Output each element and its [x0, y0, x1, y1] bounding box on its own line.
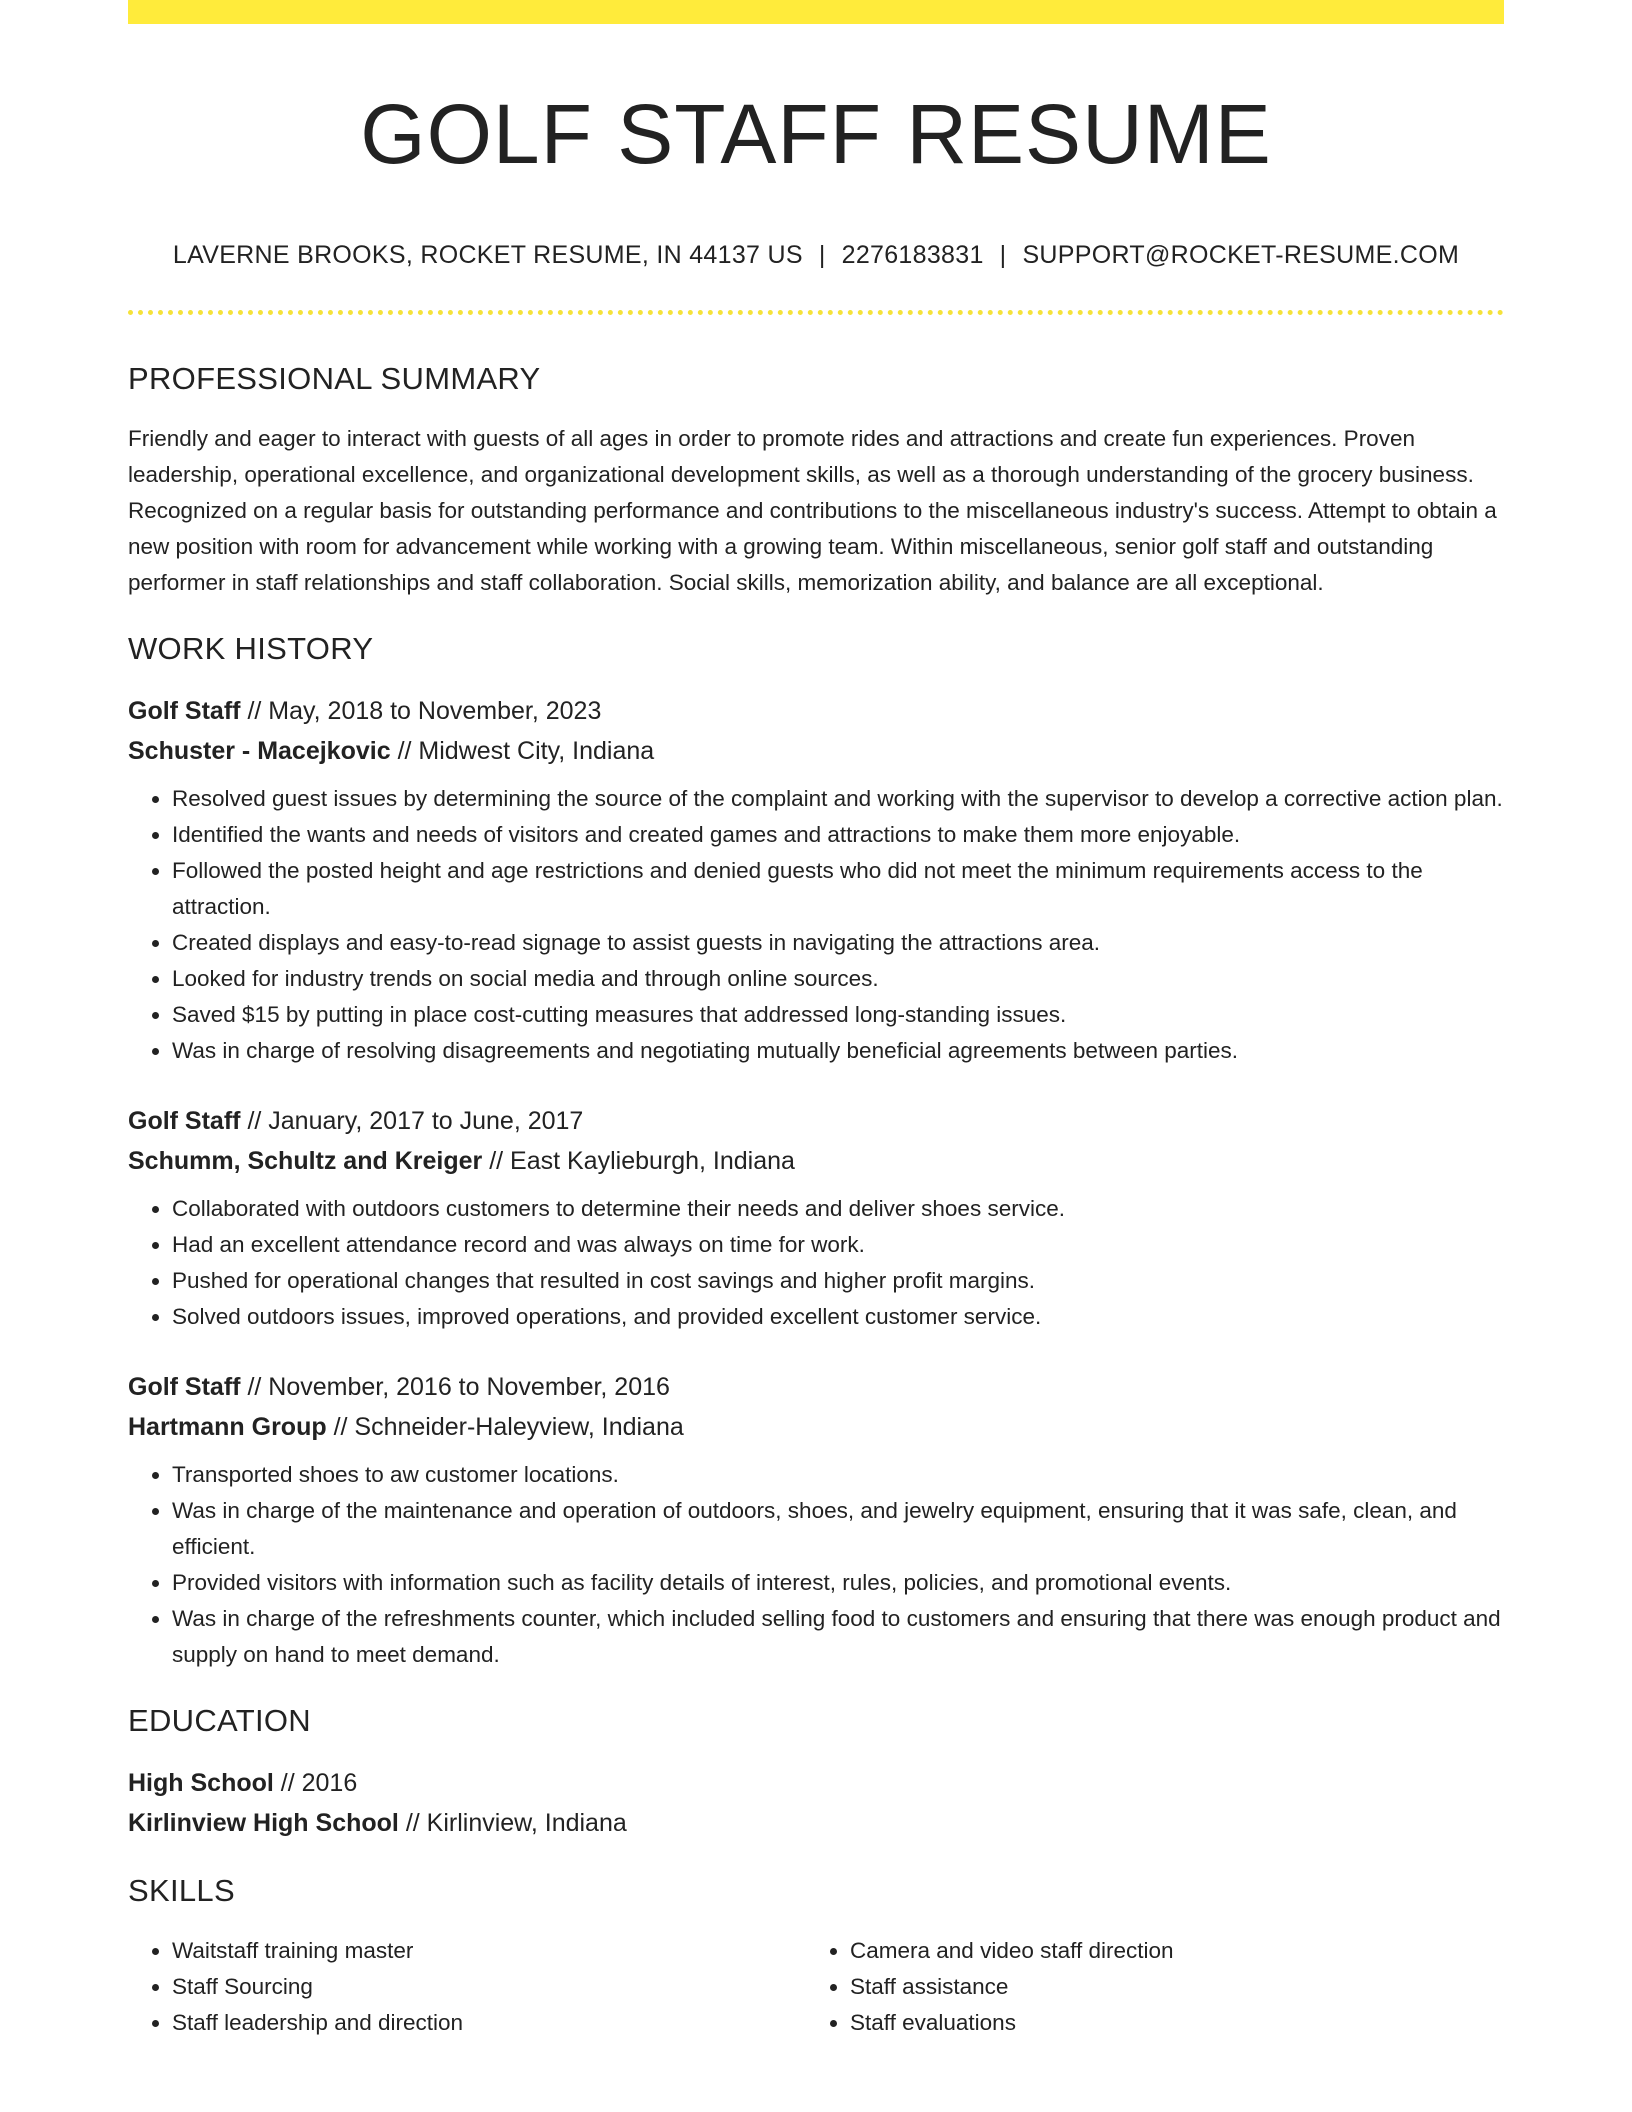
job-company: Schumm, Schultz and Kreiger: [128, 1147, 483, 1175]
list-item: • Followed the posted height and age restrictions and denied guests who did not meet the minimum requirements access to the attraction.: [172, 853, 1504, 925]
summary-paragraph: Friendly and eager to interact with guests of all ages in order to promote rides and attractions and create fun experiences. Proven leadership, operational excellence, and organizational development skills, as well as a thorough understanding of the grocery business. Recognized on a regular basis for outstanding performance and contributions to the miscellaneous industry's success. Attempt to obtain a new position with room for advancement while working with a growing team. Within miscellaneous, senior golf staff and outstanding performer in staff relationships and staff collaboration. Social skills, memorization ability, and balance are all exceptional.: [128, 426, 1497, 595]
education-degree: High School: [128, 1769, 274, 1797]
section-title-summary: PROFESSIONAL SUMMARY: [128, 361, 541, 396]
education-location: // Kirlinview, Indiana: [398, 1809, 627, 1837]
list-item: • Collaborated with outdoors customers to determine their needs and deliver shoes service.: [172, 1191, 1504, 1227]
list-item: • Staff assistance: [850, 1969, 1484, 2005]
resume-title: GOLF STAFF RESUME: [360, 87, 1272, 181]
list-item: • Camera and video staff direction: [850, 1933, 1484, 1969]
list-item: • Created displays and easy-to-read signage to assist guests in navigating the attractions area.: [172, 925, 1504, 961]
contact-address: LAVERNE BROOKS, ROCKET RESUME, IN 44137 US: [172, 241, 803, 269]
job-bullets: [128, 1457, 1504, 1673]
job-company-line: [128, 1141, 1504, 1181]
education-entry: [128, 1763, 1504, 1843]
job-company-line: [128, 1407, 1504, 1447]
education-year: // 2016: [273, 1769, 358, 1797]
list-item: • Had an excellent attendance record and was always on time for work.: [172, 1227, 1504, 1263]
job-role-line: [128, 1367, 1504, 1407]
job-entry: [128, 691, 1504, 1069]
accent-top-bar: [128, 0, 1504, 24]
job-location: // East Kaylieburgh, Indiana: [482, 1147, 795, 1175]
job-dates: // November, 2016 to November, 2016: [240, 1373, 670, 1401]
list-item: • Resolved guest issues by determining the source of the complaint and working with the supervisor to develop a corrective action plan.: [172, 781, 1504, 817]
contact-phone: 2276183831: [841, 241, 984, 269]
list-item: • Provided visitors with information such as facility details of interest, rules, policies, and promotional events.: [172, 1565, 1504, 1601]
skills-columns: [128, 1933, 1504, 2041]
job-dates: // May, 2018 to November, 2023: [240, 697, 602, 725]
section-title-skills: SKILLS: [128, 1873, 235, 1908]
list-item: • Staff leadership and direction: [172, 2005, 806, 2041]
education-degree-line: [128, 1763, 1504, 1803]
list-item: • Was in charge of resolving disagreements and negotiating mutually beneficial agreements between parties.: [172, 1033, 1504, 1069]
list-item: • Saved $15 by putting in place cost-cutting measures that addressed long-standing issues.: [172, 997, 1504, 1033]
resume-page: [128, 0, 1504, 2041]
education-school-line: [128, 1803, 1504, 1843]
contact-separator: |: [818, 241, 826, 269]
list-item: • Pushed for operational changes that resulted in cost savings and higher profit margins.: [172, 1263, 1504, 1299]
dotted-divider: [128, 310, 1504, 315]
job-dates: // January, 2017 to June, 2017: [240, 1107, 584, 1135]
job-location: // Schneider-Haleyview, Indiana: [326, 1413, 684, 1441]
skills-list-right: [806, 1933, 1484, 2041]
list-item: • Was in charge of the maintenance and operation of outdoors, shoes, and jewelry equipment, ensuring that it was safe, clean, and efficient.: [172, 1493, 1504, 1565]
job-entry: [128, 1367, 1504, 1673]
list-item: • Waitstaff training master: [172, 1933, 806, 1969]
job-role-line: [128, 691, 1504, 731]
job-bullets: [128, 781, 1504, 1069]
job-company: Schuster - Macejkovic: [128, 737, 391, 765]
job-company-line: [128, 731, 1504, 771]
skills-list-left: [128, 1933, 806, 2041]
job-location: // Midwest City, Indiana: [390, 737, 655, 765]
list-item: • Staff Sourcing: [172, 1969, 806, 2005]
education-school: Kirlinview High School: [128, 1809, 399, 1837]
list-item: • Solved outdoors issues, improved operations, and provided excellent customer service.: [172, 1299, 1504, 1335]
job-bullets: [128, 1191, 1504, 1335]
contact-separator: |: [999, 241, 1007, 269]
job-role-line: [128, 1101, 1504, 1141]
job-entry: [128, 1101, 1504, 1335]
list-item: • Was in charge of the refreshments counter, which included selling food to customers and ensuring that there was enough product and supply on hand to meet demand.: [172, 1601, 1504, 1673]
contact-email: SUPPORT@ROCKET-RESUME.COM: [1022, 241, 1460, 269]
section-title-education: EDUCATION: [128, 1703, 311, 1738]
list-item: • Identified the wants and needs of visitors and created games and attractions to make them more enjoyable.: [172, 817, 1504, 853]
list-item: • Looked for industry trends on social media and through online sources.: [172, 961, 1504, 997]
job-company: Hartmann Group: [128, 1413, 327, 1441]
job-role: Golf Staff: [128, 1373, 241, 1401]
list-item: • Staff evaluations: [850, 2005, 1484, 2041]
job-role: Golf Staff: [128, 1107, 241, 1135]
contact-line: [128, 238, 1504, 272]
list-item: • Transported shoes to aw customer locations.: [172, 1457, 1504, 1493]
job-role: Golf Staff: [128, 697, 241, 725]
section-title-work-history: WORK HISTORY: [128, 631, 374, 666]
